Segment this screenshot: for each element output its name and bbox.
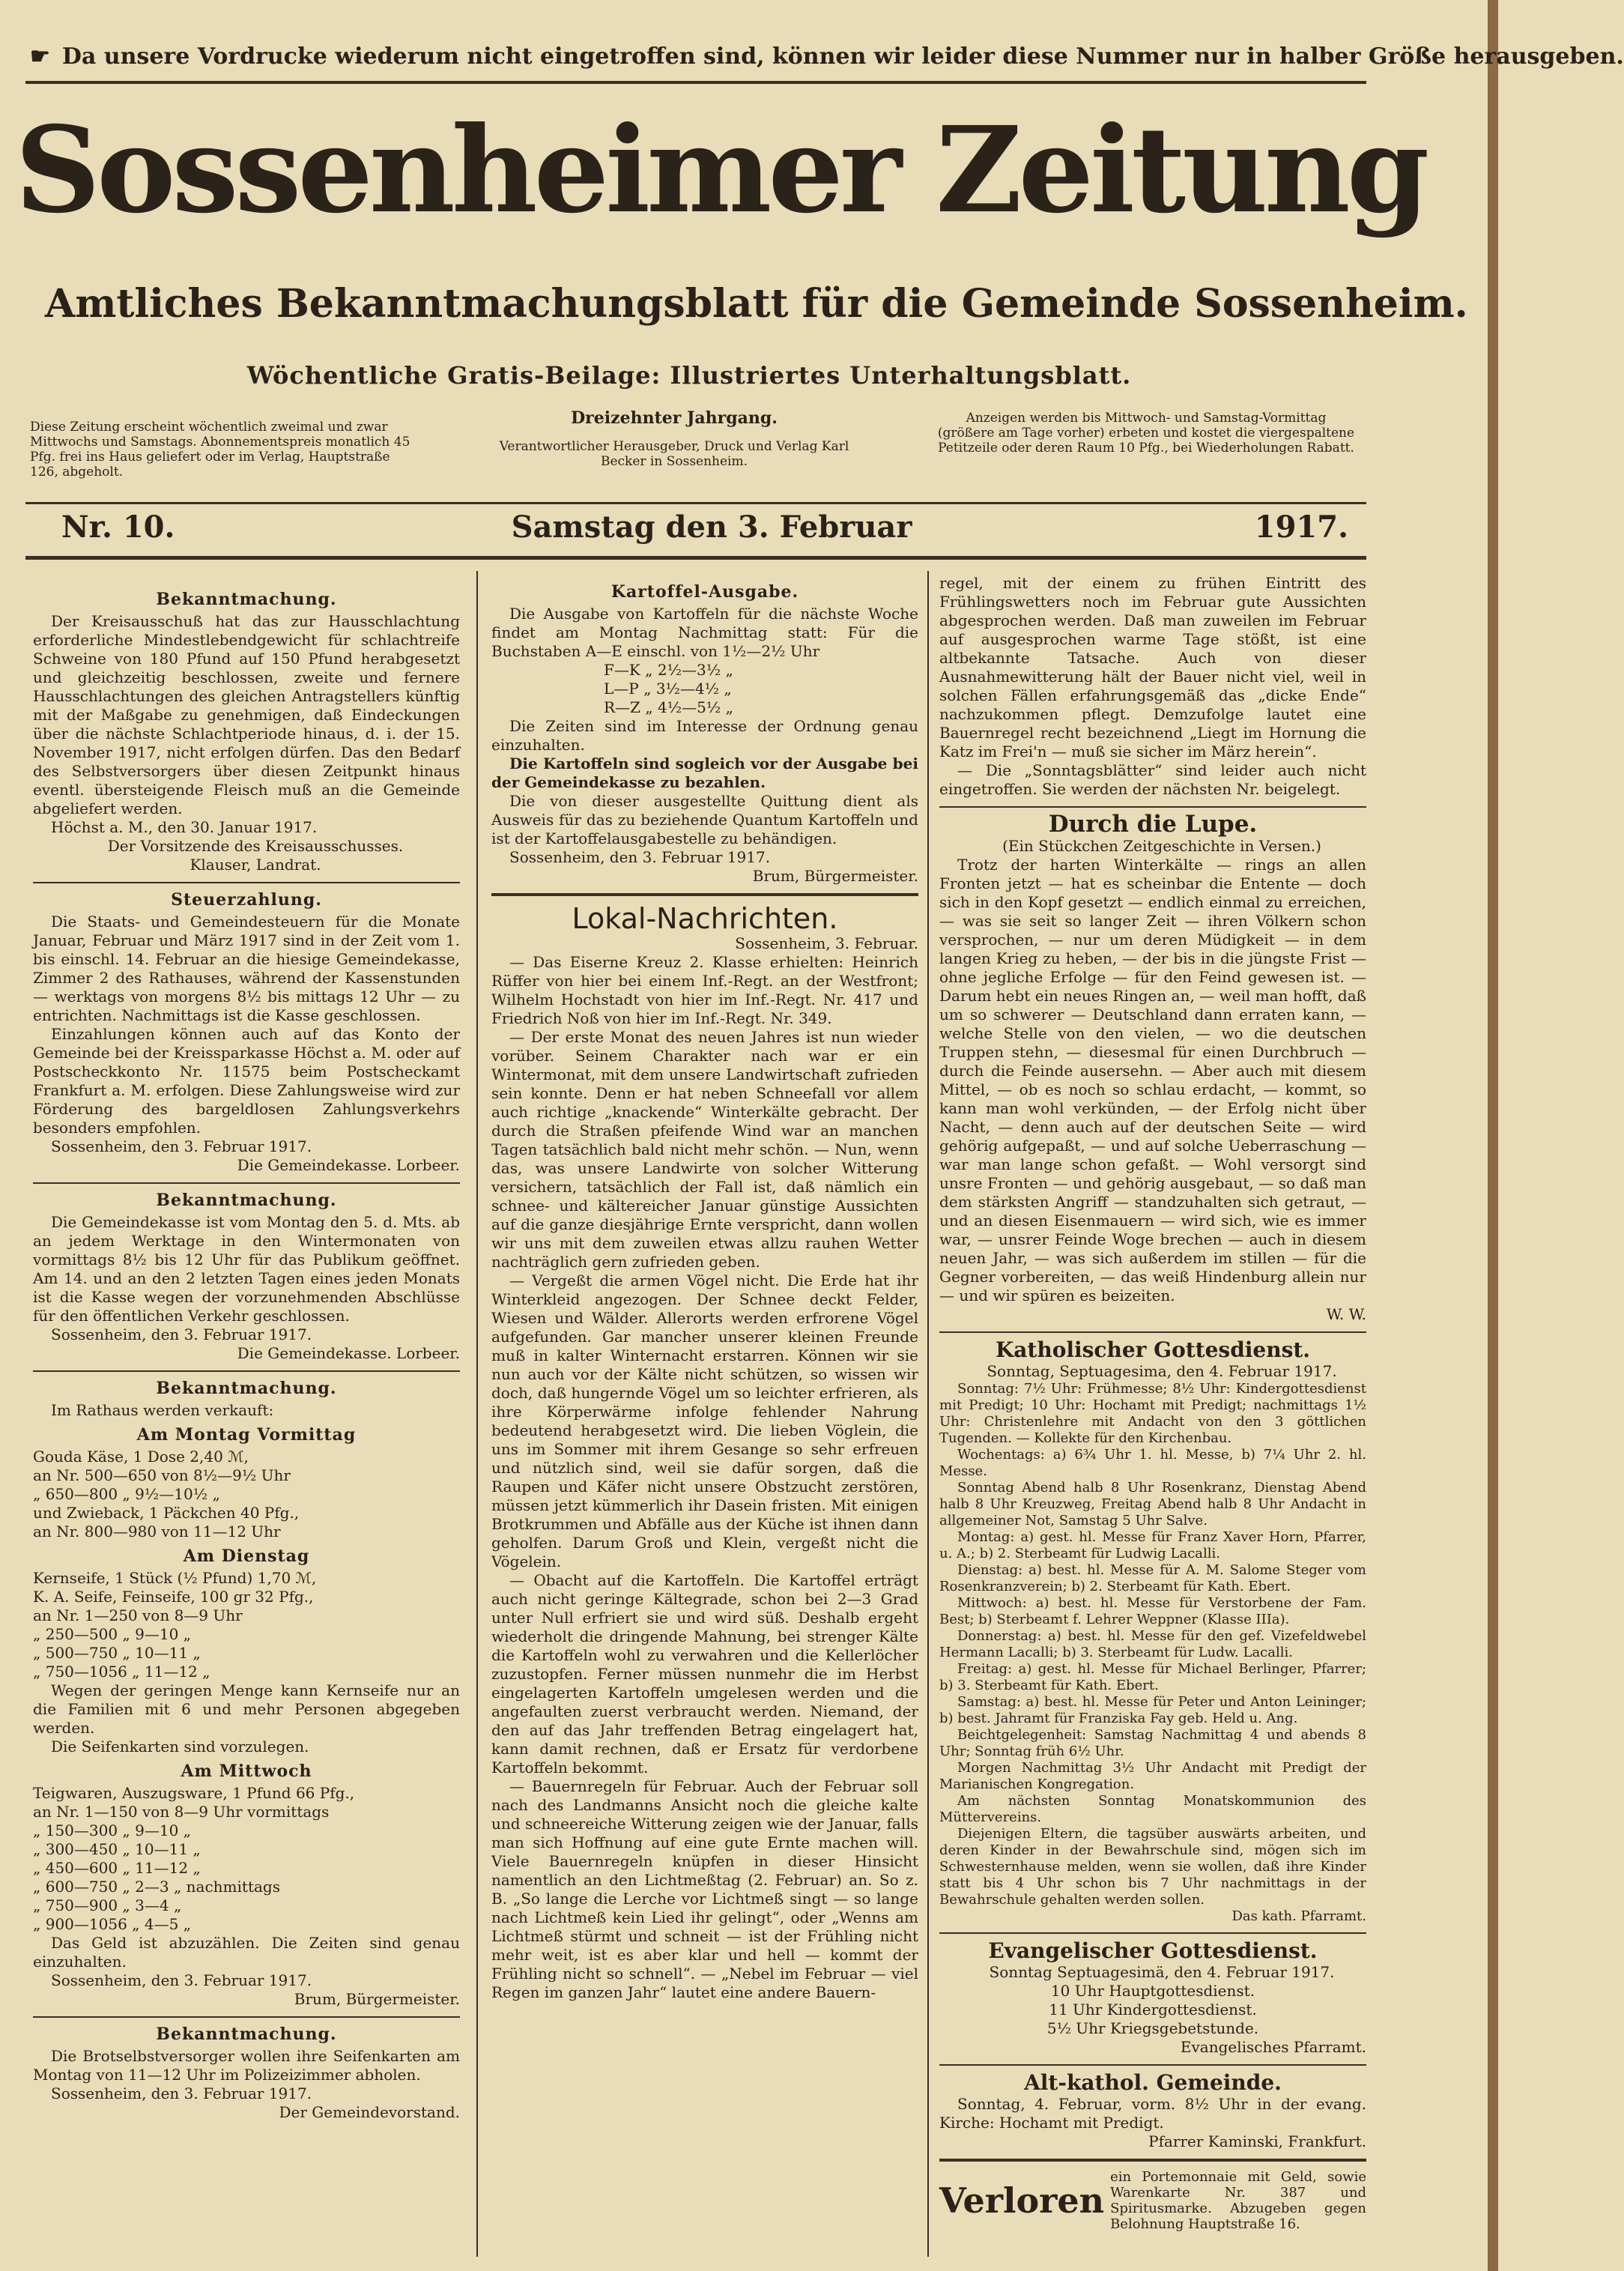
dateline-local: Sossenheim, 3. Februar. xyxy=(735,934,918,952)
list-item: F—K „ 2½—3½ „ xyxy=(604,661,733,679)
service-schedule xyxy=(939,1982,1366,2038)
article-text: Die Gemeindekasse ist vom Montag den 5. d. Mts. ab an jedem Werktage in den Wintermonaten von vormittags 8½ bis 12 Uhr für das Publikum geöffnet. Am 14. und an den 2 letzten Tagen eines jeden Monats ist die Kasse wegen der vorzunehmenden Abschlüsse für den öffentlichen Verkehr geschlossen. xyxy=(33,1213,460,1325)
list-item: 11 Uhr Kindergottesdienst. xyxy=(1049,2001,1257,2019)
list-item: „ 500—750 „ 10—11 „ xyxy=(33,1644,201,1662)
rule-top xyxy=(25,81,1366,84)
list-item: „ 450—600 „ 11—12 „ xyxy=(33,1859,201,1877)
schedule-text: Morgen Nachmittag 3½ Uhr Andacht mit Predigt der Marianischen Kongregation. xyxy=(939,1760,1366,1792)
list-item: an Nr. 500—650 von 8½—9½ Uhr xyxy=(33,1466,291,1484)
schedule-text: Sonntag: 7½ Uhr: Frühmesse; 8½ Uhr: Kindergottesdienst mit Predigt; 10 Uhr: Hochamt mit Predigt; nachmittags 1½ Uhr: Christenlehre mit Andacht von den 3 göttlichen Tugenden. — Kollekte für den Kirchenbau. xyxy=(939,1381,1366,1446)
article-signature: Der Gemeindevorstand. xyxy=(279,2103,460,2121)
list-item: „ 750—900 „ 3—4 „ xyxy=(33,1896,182,1914)
price-list xyxy=(33,1448,460,1541)
issue-number: Nr. 10. xyxy=(61,509,175,545)
list-item: R—Z „ 4½—5½ „ xyxy=(604,698,733,716)
separator xyxy=(939,806,1366,808)
article-signature: Die Gemeindekasse. Lorbeer. xyxy=(237,1344,460,1362)
article-text: Die Brotselbstversorger wollen ihre Seifenkarten am Montag von 11—12 Uhr im Polizeizimmer abholen. xyxy=(33,2047,460,2084)
article-date: Sossenheim, den 3. Februar 1917. xyxy=(51,1971,312,1989)
price-list xyxy=(33,1569,460,1681)
section-heading: Katholischer Gottesdienst. xyxy=(995,1337,1311,1362)
schedule-text: Samstag: a) best. hl. Messe für Peter und Anton Leininger; b) best. Jahramt für Franziska Fay geb. Held u. Ang. xyxy=(939,1694,1366,1726)
article-heading: Bekanntmachung. xyxy=(156,1191,337,1210)
schedule-text: Am nächsten Sonntag Monatskommunion des Müttervereins. xyxy=(939,1793,1366,1825)
article-text: Im Rathaus werden verkauft: xyxy=(51,1401,274,1419)
rule-above-dateline xyxy=(25,502,1366,504)
separator xyxy=(939,2064,1366,2066)
masthead-subtitle: Amtliches Bekanntmachungsblatt für die Gemeinde Sossenheim. xyxy=(45,281,1468,327)
page-edge xyxy=(1488,0,1498,2271)
column-divider-1 xyxy=(476,571,478,2257)
list-item: an Nr. 800—980 von 11—12 Uhr xyxy=(33,1522,281,1540)
article-date: Sossenheim, den 3. Februar 1917. xyxy=(51,1325,312,1343)
schedule-signature: Pfarrer Kaminski, Frankfurt. xyxy=(1148,2132,1366,2150)
schedule-text: Wochentags: a) 6¾ Uhr 1. hl. Messe, b) 7¼ Uhr 2. hl. Messe. xyxy=(939,1447,1366,1479)
article-date: Sossenheim, den 3. Februar 1917. xyxy=(509,848,771,866)
article-text: Die Zeiten sind im Interesse der Ordnung genau einzuhalten. xyxy=(491,717,918,754)
jahrgang: Dreizehnter Jahrgang. xyxy=(571,408,778,428)
article-signature: Brum, Bürgermeister. xyxy=(752,867,918,885)
notice-banner xyxy=(30,43,1624,84)
list-item: Teigwaren, Auszugsware, 1 Pfund 66 Pfg., xyxy=(33,1784,355,1802)
price-list xyxy=(33,1784,460,1934)
schedule-signature: Evangelisches Pfarramt. xyxy=(1180,2038,1366,2056)
column-1 xyxy=(33,584,460,2255)
service-schedule xyxy=(939,1381,1366,1925)
article-heading: Bekanntmachung. xyxy=(156,590,337,609)
article-date: Sossenheim, den 3. Februar 1917. xyxy=(51,2084,312,2102)
schedule-text: Mittwoch: a) best. hl. Messe für Verstorbene der Fam. Best; b) Sterbeamt f. Lehrer Weppner (Klasse IIIa). xyxy=(939,1595,1366,1627)
separator xyxy=(33,2016,460,2018)
schedule-text: Dienstag: a) best. hl. Messe für A. M. Salome Steger vom Rosenkranzverein; b) 2. Sterbeamt für Kath. Ebert. xyxy=(939,1562,1366,1594)
publisher-info xyxy=(479,408,869,469)
section-subheading: (Ein Stückchen Zeitgeschichte in Versen.) xyxy=(1002,837,1321,855)
separator xyxy=(491,893,918,896)
schedule-text: Beichtgelegenheit: Samstag Nachmittag 4 und abends 8 Uhr; Sonntag früh 6½ Uhr. xyxy=(939,1727,1366,1759)
list-item: 5½ Uhr Kriegsgebetstunde. xyxy=(1046,2019,1259,2037)
article-signature: Klauser, Landrat. xyxy=(190,856,321,874)
list-item: an Nr. 1—250 von 8—9 Uhr xyxy=(33,1606,243,1624)
rule-below-dateline xyxy=(25,556,1366,560)
list-item: „ 300—450 „ 10—11 „ xyxy=(33,1840,201,1858)
article-signature: Der Vorsitzende des Kreisausschusses. xyxy=(107,837,404,855)
section-heading: Durch die Lupe. xyxy=(1048,811,1258,838)
masthead-title: Sossenheimer Zeitung xyxy=(15,101,1426,240)
article-text: Einzahlungen können auch auf das Konto der Gemeinde bei der Kreissparkasse Höchst a. M. oder auf Postscheckkonto Nr. 11575 beim Postscheckamt Frankfurt a. M. erfolgen. Diese Zahlungsweise wird zur Förderung des bargeldlosen Zahlungsverkehrs besonders empfohlen. xyxy=(33,1025,460,1137)
column-3 xyxy=(939,574,1366,2252)
news-item: — Der erste Monat des neuen Jahres ist nun wieder vorüber. Seinem Charakter nach war er ein Wintermonat, mit dem unsere Landwirtschaft zufrieden sein konnte. Denn er hat neben Schneefall vor allem auch richtige „knackende“ Winterkälte gebracht. Der durch die Straßen pfeifende Wind war an manchen Tagen tatsächlich bald nicht mehr schön. — Nun, wenn das, was unsere Landwirte von solcher Witterung versichern, tatsächlich der Fall ist, daß nämlich ein schnee- und kältereicher Januar günstige Aussichten auf die ganze diesjährige Ernte verspricht, dann wollen wir uns mit dem zuweilen etwas allzu rauhen Wetter nachträglich gern zufrieden geben. xyxy=(491,1028,918,1271)
schedule-list xyxy=(491,661,918,717)
list-item: „ 150—300 „ 9—10 „ xyxy=(33,1821,192,1839)
separator xyxy=(939,1331,1366,1333)
article-signature: Brum, Bürgermeister. xyxy=(294,1990,460,2008)
list-item: „ 900—1056 „ 4—5 „ xyxy=(33,1915,192,1933)
advert-info: Anzeigen werden bis Mittwoch- und Samstag-Vormittag (größere am Tage vorher) erbeten und kostet die viergespaltene Petitzeile oder deren Raum 10 Pfg., bei Wiederholungen Rabatt. xyxy=(937,411,1355,456)
list-item: „ 650—800 „ 9½—10½ „ xyxy=(33,1485,220,1503)
schedule-text: Donnerstag: a) best. hl. Messe für den gef. Vizefeldwebel Hermann Lacalli; b) 3. Sterbeamt für Ludw. Lacalli. xyxy=(939,1628,1366,1660)
subheading: Am Montag Vormittag xyxy=(136,1425,357,1445)
section-heading: Lokal-Nachrichten. xyxy=(572,902,838,935)
list-item: K. A. Seife, Feinseife, 100 gr 32 Pfg., xyxy=(33,1588,314,1606)
article-heading: Kartoffel-Ausgabe. xyxy=(610,582,799,602)
list-item: „ 600—750 „ 2—3 „ nachmittags xyxy=(33,1878,280,1896)
news-item: — Vergeßt die armen Vögel nicht. Die Erde hat ihr Winterkleid angezogen. Der Schnee deckt Felder, Wiesen und Wälder. Allerorts werden erfrorene Vögel aufgefunden. Gar mancher unserer kleinen Freunde muß in kalter Winternacht erstarren. Können wir sie nun auch vor der Kälte nicht schützen, so wissen wir doch, daß hungernde Vögel um so leichter erfrieren, als ihre Körperwärme infolge fehlender Nahrung bedeutend herabgesetzt wird. Die lieben Vöglein, die uns im Sommer mit ihrem Gesange so sehr erfreuen und nützlich sind, weil sie dafür sorgen, daß die Raupen und Käfer nicht unsere Obstzucht zerstören, müssen jetzt kümmerlich ihr Dasein fristen. Mit einigen Brotkrummen und Abfälle aus der Küche ist ihnen dann geholfen. Darum Groß und Klein, vergeßt nicht die Vögelein. xyxy=(491,1271,918,1570)
schedule-text: Sonntag Abend halb 8 Uhr Rosenkranz, Dienstag Abend halb 8 Uhr Kreuzweg, Freitag Abend halb 8 Uhr Andacht in allgemeiner Not, Samstag 5 Uhr Salve. xyxy=(939,1480,1366,1528)
subscription-info: Diese Zeitung erscheint wöchentlich zweimal und zwar Mittwochs und Samstags. Abonnementspreis monatlich 45 Pfg. frei ins Haus geliefert oder im Verlag, Hauptstraße 126, abgeholt. xyxy=(30,420,410,480)
separator xyxy=(33,882,460,883)
section-heading: Evangelischer Gottesdienst. xyxy=(988,1938,1318,1963)
subheading: Am Mittwoch xyxy=(181,1762,312,1781)
article-signature: Die Gemeindekasse. Lorbeer. xyxy=(237,1156,460,1174)
article-date: Sossenheim, den 3. Februar 1917. xyxy=(51,1137,312,1155)
list-item: „ 750—1056 „ 11—12 „ xyxy=(33,1663,210,1681)
dateline xyxy=(30,509,1363,551)
list-item: und Zwieback, 1 Päckchen 40 Pfg., xyxy=(33,1504,300,1522)
article-text: Die Seifenkarten sind vorzulegen. xyxy=(51,1738,309,1756)
news-item: — Die „Sonntagsblätter“ sind leider auch nicht eingetroffen. Sie werden der nächsten Nr. beigelegt. xyxy=(939,761,1366,798)
article-text: Wegen der geringen Menge kann Kernseife nur an die Familien mit 6 und mehr Personen abgegeben werden. xyxy=(33,1681,460,1737)
list-item: „ 250—500 „ 9—10 „ xyxy=(33,1625,192,1643)
schedule-text: Diejenigen Eltern, die tagsüber auswärts arbeiten, und deren Kinder in der Bewahrschule sind, mögen sich im Schwesternhause melden, wenn sie wollen, daß ihre Kinder statt bis 4 Uhr schon bis 7 Uhr nachmittags in der Bewahrschule gehalten werden sollen. xyxy=(939,1826,1366,1908)
news-item: — Obacht auf die Kartoffeln. Die Kartoffel erträgt auch nicht geringe Kältegrade, schon bei 2—3 Grad unter Null erfriert sie und wird süß. Deshalb ergeht wiederholt die dringende Mahnung, bei strenger Kälte die Kartoffeln wohl zu verwahren und die Kellerlöcher zuzustopfen. Ferner müssen nunmehr die im Herbst eingelagerten Kartoffeln umgelesen werden und die angefaulten zuerst verbraucht werden. Niemand, der den auf das Jahr treffenden Betrag eingelagert hat, kann damit rechnen, daß er Ersatz für verdorbene Kartoffeln bekommt. xyxy=(491,1571,918,1776)
verlag: Verantwortlicher Herausgeber, Druck und Verlag Karl Becker in Sossenheim. xyxy=(499,439,849,469)
news-item: — Das Eiserne Kreuz 2. Klasse erhielten: Heinrich Rüffer von hier bei einem Inf.-Regt. an der Westfront; Wilhelm Hochstadt von hier im Inf.-Regt. Nr. 417 und Friedrich Noß von hier im Inf.-Regt. Nr. 349. xyxy=(491,953,918,1027)
section-subheading: Sonntag, Septuagesima, den 4. Februar 1917. xyxy=(987,1362,1337,1380)
article-text: Die Staats- und Gemeindesteuern für die Monate Januar, Februar und März 1917 sind in der Zeit vom 1. bis einschl. 14. Februar an die hiesige Gemeindekasse, Zimmer 2 des Rathauses, während der Kassenstunden — werktags von morgens 8½ bis mittags 12 Uhr — zu entrichten. Nachmittags ist die Kasse geschlossen. xyxy=(33,913,460,1024)
masthead-beilage: Wöchentliche Gratis-Beilage: Illustriertes Unterhaltungsblatt. xyxy=(246,361,1132,390)
issue-year: 1917. xyxy=(1254,509,1348,545)
column-divider-2 xyxy=(927,571,929,2257)
list-item: Kernseife, 1 Stück (½ Pfund) 1,70 ℳ, xyxy=(33,1569,317,1587)
article-text: Das Geld ist abzuzählen. Die Zeiten sind genau einzuhalten. xyxy=(33,1934,460,1971)
list-item: 10 Uhr Hauptgottesdienst. xyxy=(1050,1982,1255,2000)
subheading: Am Dienstag xyxy=(183,1546,310,1566)
separator xyxy=(33,1370,460,1372)
separator xyxy=(939,2159,1366,2162)
list-item: an Nr. 1—150 von 8—9 Uhr vormittags xyxy=(33,1803,330,1821)
poem-text: Trotz der harten Winterkälte — rings an allen Fronten jetzt — hat es scheinbar die Entente — doch sich in den Kopf gesetzt — endlich einmal zu erreichen, — was sie seit so langer Zeit — ihren Völkern schon versprochen, — nur um deren Müdigkeit — in dem langen Krieg zu heben, — der bis in die jüngste Frist — ohne jegliche Erfolge — für den Feind gewesen ist. — Darum hebt ein neues Ringen an, — weil man hofft, daß um so schwerer — Deutschland dann erraten kann, — welche Stelle von den vielen, — wo die deutschen Truppen stehn, — diesesmal für einen Durchbruch — durch die Feinde ausersehn. — Aber auch mit diesem Mittel, — ob es noch so schlau erdacht, — kommt, so kann man wohl verkünden, — der Erfolg nicht über Nacht, — denn auch auf der deutschen Seite — wird gehörig aufgepaßt, — und auf solche Ueberraschung — war man lange schon gefaßt. — Wohl versorgt sind unsre Fronten — und gehörig ausgebaut, — so daß man dem stärksten Angriff — standzuhalten sich getraut, — und an diesen Eisenmauern — wird sich, wie es immer war, — unsrer Feinde Woge brechen — auch in diesem neuen Jahr, — was sich außerdem im stillen — für die Gegner vorbereiten, — das weiß Hindenburg allein nur — und wir spüren es beizeiten. xyxy=(939,856,1366,1304)
article-heading: Steuerzahlung. xyxy=(171,890,322,910)
article-heading: Bekanntmachung. xyxy=(156,2024,337,2044)
notice-text: Da unsere Vordrucke wiederum nicht eingetroffen sind, können wir leider diese Nummer nur in halber Größe herausgeben. xyxy=(61,43,1624,70)
poem-signature: W. W. xyxy=(1326,1305,1366,1323)
schedule-signature: Das kath. Pfarramt. xyxy=(1231,1908,1366,1924)
section-heading: Alt-kathol. Gemeinde. xyxy=(1024,2070,1282,2095)
schedule-text: Freitag: a) gest. hl. Messe für Michael Berlinger, Pfarrer; b) 3. Sterbeamt für Kath. Ebert. xyxy=(939,1661,1366,1693)
schedule-text: Sonntag, 4. Februar, vorm. 8½ Uhr in der evang. Kirche: Hochamt mit Predigt. xyxy=(939,2095,1366,2132)
article-text: Die Kartoffeln sind sogleich vor der Ausgabe bei der Gemeindekasse zu bezahlen. xyxy=(491,755,918,791)
article-heading: Bekanntmachung. xyxy=(156,1379,337,1398)
ad-text: ein Portemonnaie mit Geld, sowie Warenkarte Nr. 387 und Spiritusmarke. Abzugeben gegen Belohnung Hauptstraße 16. xyxy=(1110,2169,1366,2232)
separator xyxy=(939,1932,1366,1934)
article-text: Die Ausgabe von Kartoffeln für die nächste Woche findet am Montag Nachmittag statt: Für die Buchstaben A—E einschl. von 1½—2½ Uhr xyxy=(491,605,918,660)
schedule-text: Montag: a) gest. hl. Messe für Franz Xaver Horn, Pfarrer, u. A.; b) 2. Sterbeamt für Ludwig Lacalli. xyxy=(939,1529,1366,1561)
classified-ad xyxy=(939,2169,1366,2232)
ad-heading: Verloren xyxy=(939,2180,1105,2221)
issue-date: Samstag den 3. Februar xyxy=(511,509,912,545)
article-date: Höchst a. M., den 30. Januar 1917. xyxy=(51,818,318,836)
list-item: L—P „ 3½—4½ „ xyxy=(604,680,732,698)
news-item-continued: regel, mit der einem zu frühen Eintritt des Frühlingswetters noch im Februar gute Aussichten abgesprochen werden. Daß man zuweilen im Februar auf ausgesprochen warme Tage stößt, ist eine altbekannte Tatsache. Auch von dieser Ausnahmewitterung hält der Bauer nicht viel, weil in solchen Fällen erfahrungsgemäß das „dicke Ende“ nachzukommen pflegt. Demzufolge lautet eine Bauernregel recht bezeichnend „Liegt im Hornung die Katz im Frei'n — muß sie sicher im März herein“. xyxy=(939,574,1366,760)
article-text: Der Kreisausschuß hat das zur Hausschlachtung erforderliche Mindestlebendgewicht für schlachtreife Schweine von 180 Pfund auf 150 Pfund herabgesetzt und gleichzeitig beschlossen, zweite und fernere Hausschlachtungen des gleichen Antragstellers künftig mit der Maßgabe zu genehmigen, daß Eindeckungen über die nächste Schlachtperiode hinaus, d. i. der 15. November 1917, nicht erfolgen dürfen. Das den Bedarf des Selbstversorgers über diesen Zeitpunkt hinaus eventl. übersteigende Fleisch muß an die Gemeinde abgeliefert werden. xyxy=(33,612,460,817)
news-item: — Bauernregeln für Februar. Auch der Februar soll nach des Landmanns Ansicht noch die gleiche kalte und schneereiche Witterung zeigen wie der Januar, falls man sich Hoffnung auf eine gute Ernte machen will. Viele Bauernregeln knüpfen in dieser Hinsicht namentlich an den Lichtmeßtag (2. Februar) an. So z. B. „So lange die Lerche vor Lichtmeß singt — so lange nach Lichtmeß kein Lied ihr gelingt“, oder „Wenns am Lichtmeß stürmt und schneit — ist der Frühling nicht mehr weit, ist es aber klar und hell — kommt der Frühling nicht so schnell“. — „Nebel im Februar — viel Regen im ganzen Jahr“ lautet eine andere Bauern- xyxy=(491,1777,918,2001)
section-subheading: Sonntag Septuagesimä, den 4. Februar 1917. xyxy=(989,1963,1335,1981)
column-2 xyxy=(491,577,918,2255)
article-text: Die von dieser ausgestellte Quittung dient als Ausweis für das zu beziehende Quantum Kartoffeln und ist der Kartoffelausgabestelle zu behändigen. xyxy=(491,792,918,847)
pointing-hand-icon: ☛ xyxy=(30,43,50,70)
separator xyxy=(33,1182,460,1184)
list-item: Gouda Käse, 1 Dose 2,40 ℳ, xyxy=(33,1448,249,1466)
